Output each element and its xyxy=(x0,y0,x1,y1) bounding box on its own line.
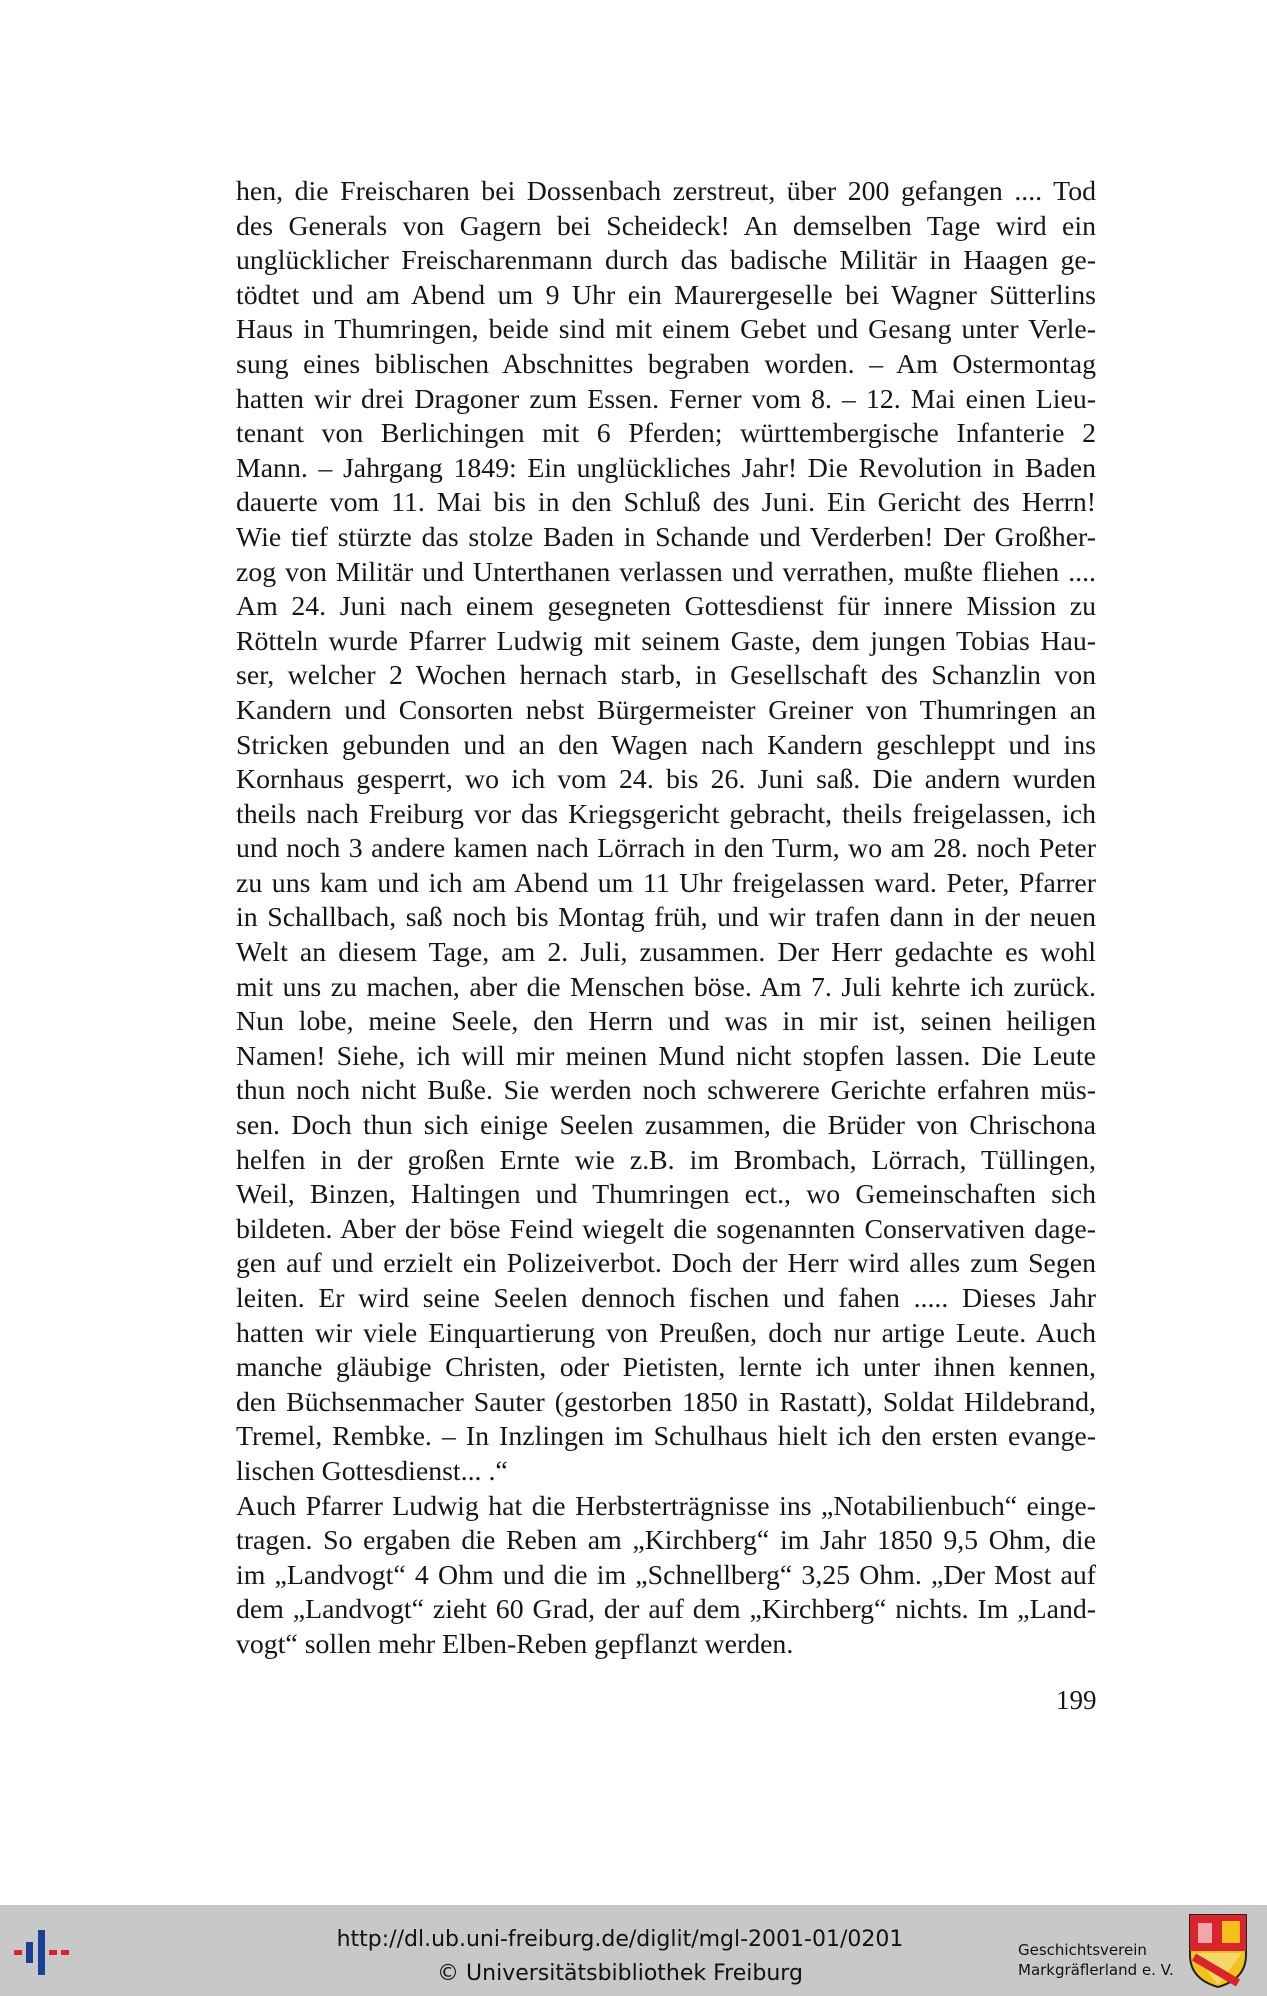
text-line: hatten wir drei Dragoner zum Essen. Ferner vom 8. – 12. Mai einen Lieu- xyxy=(236,383,1096,415)
text-line: tödtet und am Abend um 9 Uhr ein Maurergeselle bei Wagner Sütterlins xyxy=(236,279,1096,311)
text-line: im „Landvogt“ 4 Ohm und die im „Schnellberg“ 3,25 Ohm. „Der Most auf xyxy=(236,1559,1096,1591)
page-number: 199 xyxy=(1056,1685,1097,1715)
text-line: sen. Doch thun sich einige Seelen zusammen, die Brüder von Chrischona xyxy=(236,1110,1096,1142)
text-line: des Generals von Gagern bei Scheideck! An demselben Tage wird ein xyxy=(236,210,1096,242)
footer-bar xyxy=(0,1905,1267,1996)
text-line: Kandern und Consorten nebst Bürgermeister Greiner von Thumringen an xyxy=(236,694,1096,726)
text-line: Rötteln wurde Pfarrer Ludwig mit seinem Gaste, dem jungen Tobias Hau- xyxy=(236,625,1096,657)
text-line: leiten. Er wird seine Seelen dennoch fischen und fahen ..... Dieses Jahr xyxy=(236,1283,1096,1314)
text-line: theils nach Freiburg vor das Kriegsgericht gebracht, theils freigelassen, ich xyxy=(236,798,1096,830)
text-line: ser, welcher 2 Wochen hernach starb, in Gesellschaft des Schanzlin von xyxy=(236,660,1096,692)
text-line: und noch 3 andere kamen nach Lörrach in den Turm, wo am 28. noch Peter xyxy=(236,833,1096,865)
text-line: vogt“ sollen mehr Elben-Reben gepflanzt werden. xyxy=(236,1628,794,1660)
text-line: Nun lobe, meine Seele, den Herrn und was in mir ist, seinen heiligen xyxy=(236,1006,1096,1038)
text-line: den Büchsenmacher Sauter (gestorben 1850 in Rastatt), Soldat Hildebrand, xyxy=(236,1386,1096,1418)
copyright-text: © Universitätsbibliothek Freiburg xyxy=(437,1961,803,1986)
text-line: helfen in der großen Ernte wie z.B. im Brombach, Lörrach, Tüllingen, xyxy=(236,1144,1096,1176)
text-line: Stricken gebunden und an den Wagen nach Kandern geschleppt und ins xyxy=(236,729,1096,761)
text-line: Mann. – Jahrgang 1849: Ein unglückliches Jahr! Die Revolution in Baden xyxy=(236,452,1096,484)
text-line: dem „Landvogt“ zieht 60 Grad, der auf dem „Kirchberg“ nichts. Im „Land- xyxy=(236,1594,1096,1626)
text-line: in Schallbach, saß noch bis Montag früh, und wir trafen dann in der neuen xyxy=(236,902,1096,934)
coat-of-arms-icon xyxy=(1188,1913,1248,1989)
text-line: zu uns kam und ich am Abend um 11 Uhr freigelassen ward. Peter, Pfarrer xyxy=(236,867,1096,899)
text-line: gen auf und erzielt ein Polizeiverbot. Doch der Herr wird alles zum Segen xyxy=(236,1248,1096,1280)
text-line: unglücklicher Freischarenmann durch das badische Militär in Haagen ge- xyxy=(236,245,1096,277)
text-line: sung eines biblischen Abschnittes begraben worden. – Am Ostermontag xyxy=(236,348,1096,380)
text-line: bildeten. Aber der böse Feind wiegelt die sogenannten Conservativen dage- xyxy=(236,1213,1096,1245)
society-name-line2: Markgräflerland e. V. xyxy=(1018,1961,1174,1979)
text-line: manche gläubige Christen, oder Pietisten, lernte ich unter ihnen kennen, xyxy=(236,1352,1096,1384)
text-line: tragen. So ergaben die Reben am „Kirchberg“ im Jahr 1850 9,5 Ohm, die xyxy=(236,1525,1096,1557)
text-line: hatten wir viele Einquartierung von Preußen, doch nur artige Leute. Auch xyxy=(236,1317,1096,1349)
ub-freiburg-logo-icon xyxy=(12,1922,72,1982)
text-line: Kornhaus gesperrt, wo ich vom 24. bis 26. Juni saß. Die andern wurden xyxy=(236,764,1096,796)
text-line: thun noch nicht Buße. Sie werden noch schwerere Gerichte erfahren müs- xyxy=(236,1075,1096,1107)
text-line: tenant von Berlichingen mit 6 Pferden; württembergische Infanterie 2 xyxy=(236,418,1096,450)
society-name xyxy=(1018,1940,1178,1980)
text-line: Tremel, Rembke. – In Inzlingen im Schulhaus hielt ich den ersten evange- xyxy=(236,1421,1096,1453)
main-text xyxy=(236,175,1096,1663)
text-line: Welt an diesem Tage, am 2. Juli, zusammen. Der Herr gedachte es wohl xyxy=(236,937,1096,969)
text-line: Namen! Siehe, ich will mir meinen Mund nicht stopfen lassen. Die Leute xyxy=(236,1040,1096,1072)
society-name-line1: Geschichtsverein xyxy=(1018,1941,1147,1959)
text-line: Weil, Binzen, Haltingen und Thumringen ect., wo Gemeinschaften sich xyxy=(236,1179,1096,1211)
text-line: Wie tief stürzte das stolze Baden in Schande und Verderben! Der Großher- xyxy=(236,521,1096,553)
source-url-link[interactable]: http://dl.ub.uni-freiburg.de/diglit/mgl-2001-01/0201 xyxy=(336,1927,904,1952)
text-line: lischen Gottesdienst... .“ xyxy=(236,1455,508,1487)
text-line: zog von Militär und Unterthanen verlassen und verrathen, mußte fliehen .... xyxy=(236,556,1096,588)
text-line: Auch Pfarrer Ludwig hat die Herbsterträgnisse ins „Notabilienbuch“ einge- xyxy=(236,1490,1096,1522)
text-line: hen, die Freischaren bei Dossenbach zerstreut, über 200 gefangen .... Tod xyxy=(236,176,1096,207)
text-line: mit uns zu machen, aber die Menschen böse. Am 7. Juli kehrte ich zurück. xyxy=(236,971,1096,1003)
text-line: Haus in Thumringen, beide sind mit einem Gebet und Gesang unter Verle- xyxy=(236,314,1096,346)
text-line: dauerte vom 11. Mai bis in den Schluß des Juni. Ein Gericht des Herrn! xyxy=(236,487,1096,519)
text-line: Am 24. Juni nach einem gesegneten Gottesdienst für innere Mission zu xyxy=(236,591,1096,623)
